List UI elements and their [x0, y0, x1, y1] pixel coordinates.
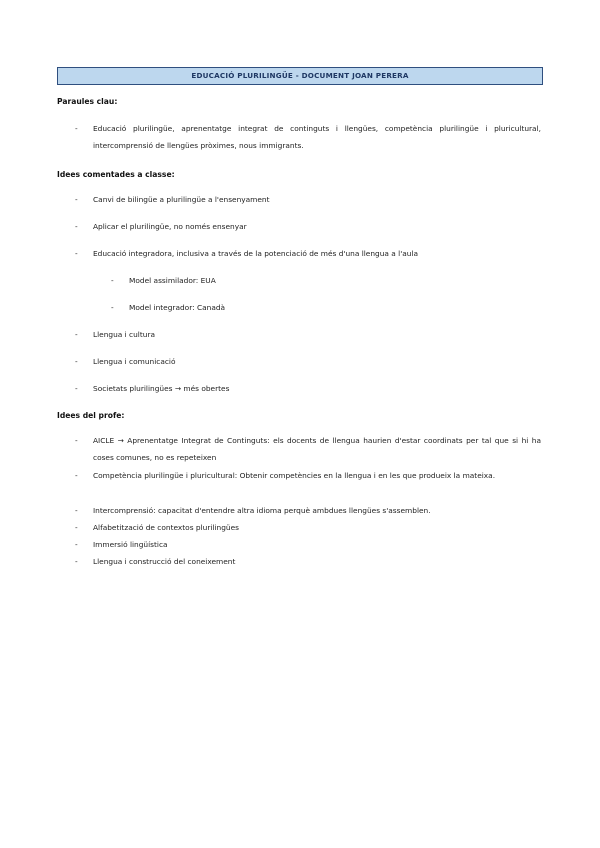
section-heading-idees-profe: Idees del profe:	[57, 411, 125, 420]
list-item-text: Educació integradora, inclusiva a través de la potenciació de més d'una llengua a l'aula	[93, 249, 419, 258]
bullet-dash: -	[75, 195, 78, 204]
bullet-dash: -	[75, 523, 78, 532]
section-heading-paraules-clau: Paraules clau:	[57, 97, 118, 106]
bullet-dash: -	[75, 471, 78, 480]
bullet-dash: -	[75, 384, 78, 393]
list-item-text: AICLE → Aprenentatge Integrat de Continguts: els docents de llengua haurien d'estar coordinats per tal que si hi ha coses comunes, no es repeteixen	[93, 436, 541, 462]
list-item-text: Alfabetització de contextos plurilingües	[93, 523, 239, 532]
bullet-dash: -	[75, 436, 78, 445]
bullet-dash: -	[75, 222, 78, 231]
sub-list-item-text: Model assimilador: EUA	[129, 276, 216, 285]
bullet-dash: -	[111, 276, 114, 285]
list-item-text: Educació plurilingüe, aprenentatge integrat de continguts i llengües, competència plurilingüe i pluricultural, intercomprensió de llengües pròximes, nous immigrants.	[93, 124, 541, 150]
document-title: EDUCACIÓ PLURILINGÜE - DOCUMENT JOAN PERERA	[57, 67, 543, 85]
list-item-text: Aplicar el plurilingüe, no només ensenyar	[93, 222, 247, 231]
bullet-dash: -	[75, 330, 78, 339]
list-item-text: Immersió lingüística	[93, 540, 168, 549]
bullet-dash: -	[75, 557, 78, 566]
bullet-dash: -	[75, 124, 78, 133]
list-item-text: Llengua i comunicació	[93, 357, 176, 366]
bullet-dash: -	[75, 357, 78, 366]
bullet-dash: -	[75, 506, 78, 515]
list-item-text: Societats plurilingües → més obertes	[93, 384, 230, 393]
list-item-text: Llengua i cultura	[93, 330, 156, 339]
bullet-dash: -	[75, 540, 78, 549]
section-heading-idees-classe: Idees comentades a classe:	[57, 170, 175, 179]
list-item-text: Intercomprensió: capacitat d'entendre altra idioma perquè ambdues llengües s'assemblen.	[93, 506, 431, 515]
list-item-text: Llengua i construcció del coneixement	[93, 557, 236, 566]
sub-list-item-text: Model integrador: Canadà	[129, 303, 226, 312]
bullet-dash: -	[111, 303, 114, 312]
list-item-text: Canvi de bilingüe a plurilingüe a l'ensenyament	[93, 195, 270, 204]
bullet-dash: -	[75, 249, 78, 258]
list-item-text: Competència plurilingüe i pluricultural: Obtenir competències en la llengua i en les que produeix la mateixa.	[93, 471, 496, 480]
